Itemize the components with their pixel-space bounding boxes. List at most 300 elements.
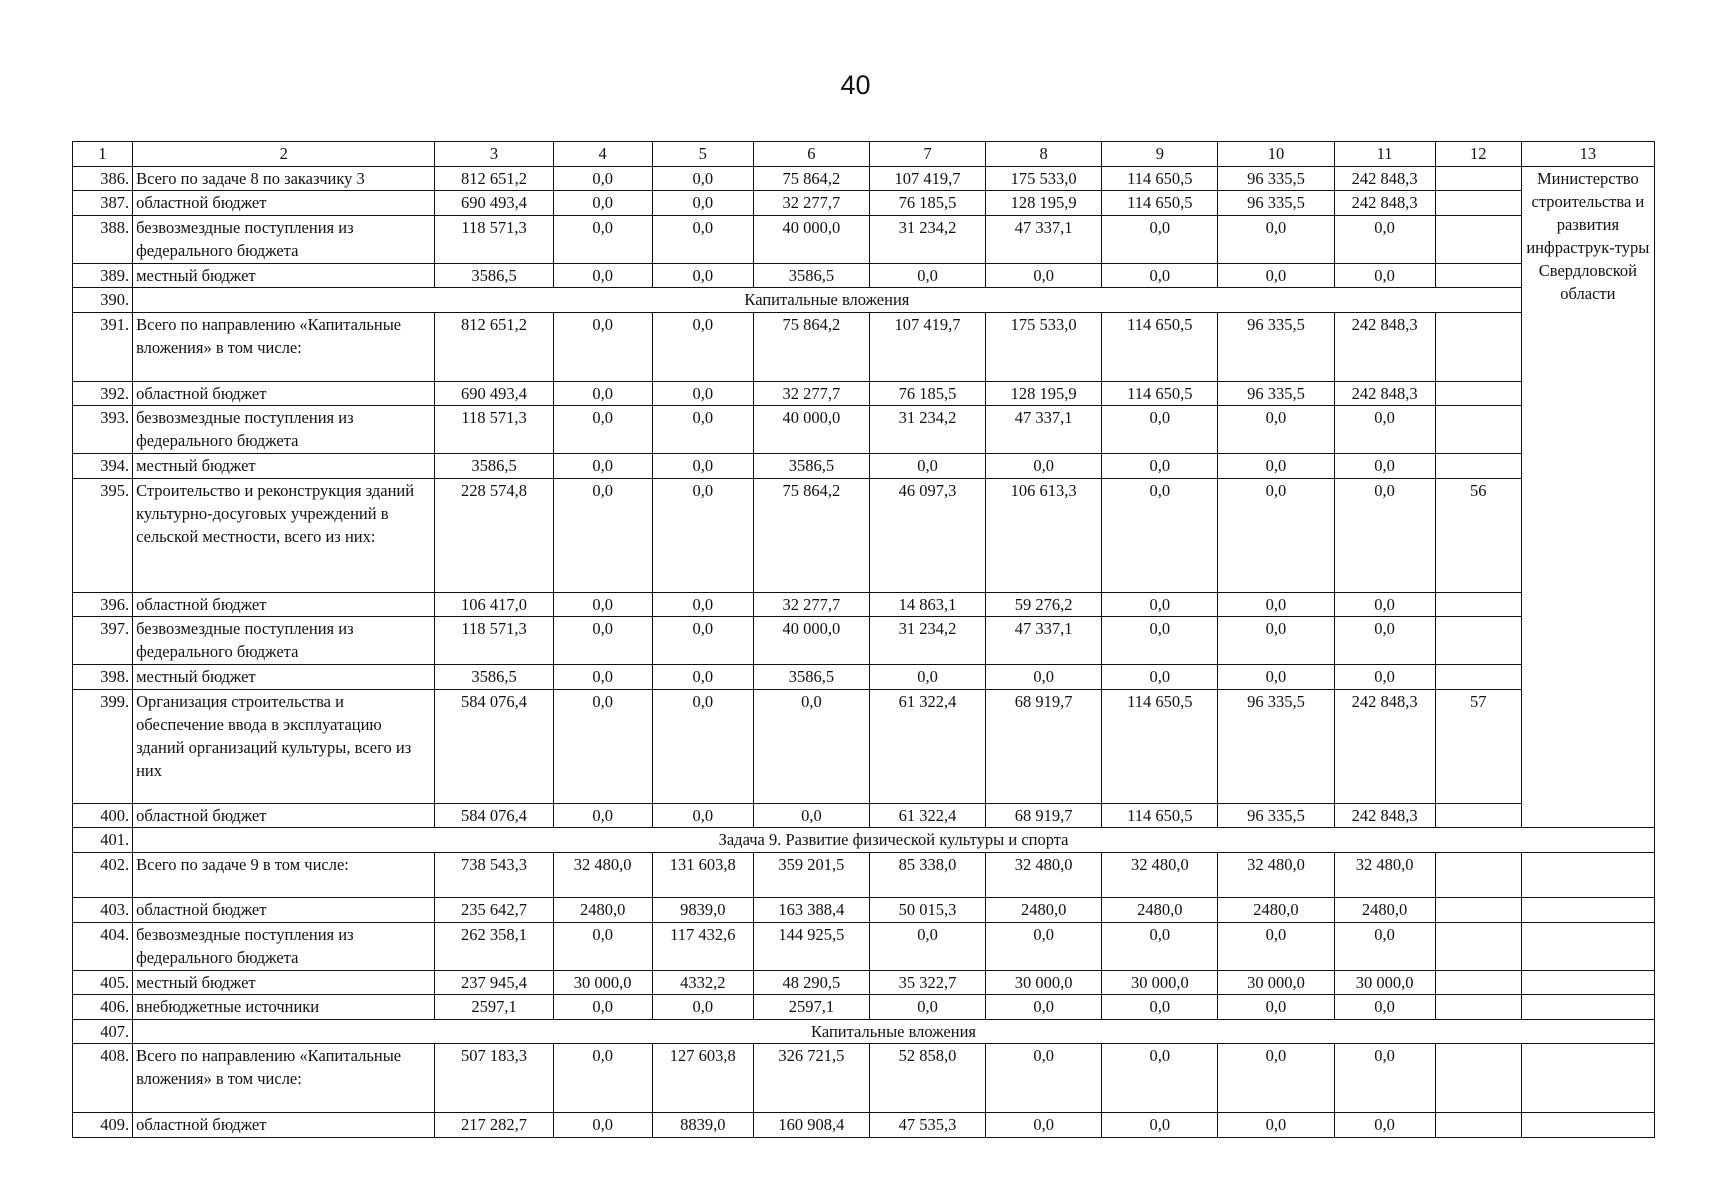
table-row	[73, 995, 1655, 1020]
value-col-5: 117 432,6	[652, 922, 753, 970]
row-label: областной бюджет	[133, 381, 435, 406]
row-label: местный бюджет	[133, 263, 435, 288]
value-col-5: 9839,0	[652, 898, 753, 923]
value-col-7: 31 234,2	[869, 215, 985, 263]
value-col-7: 0,0	[869, 454, 985, 479]
section-row	[73, 828, 1655, 853]
value-col-8: 0,0	[986, 1113, 1102, 1138]
value-col-9: 0,0	[1102, 995, 1218, 1020]
value-col-5: 0,0	[652, 617, 753, 665]
value-col-3: 507 183,3	[435, 1044, 553, 1113]
table-row	[73, 191, 1655, 216]
row-number: 402.	[73, 852, 133, 897]
table-row	[73, 454, 1655, 479]
value-col-8: 175 533,0	[986, 166, 1102, 191]
value-col-12	[1435, 970, 1521, 995]
row-label: областной бюджет	[133, 592, 435, 617]
value-col-9: 0,0	[1102, 922, 1218, 970]
value-col-9: 30 000,0	[1102, 970, 1218, 995]
value-col-11: 0,0	[1334, 215, 1435, 263]
value-col-10: 0,0	[1218, 617, 1334, 665]
row-number: 393.	[73, 406, 133, 454]
value-col-10: 96 335,5	[1218, 166, 1334, 191]
header-cell-12: 12	[1435, 142, 1521, 167]
value-col-5: 0,0	[652, 592, 753, 617]
value-col-10: 32 480,0	[1218, 852, 1334, 897]
value-col-5: 0,0	[652, 803, 753, 828]
table-row	[73, 803, 1655, 828]
header-cell-9: 9	[1102, 142, 1218, 167]
value-col-6: 0,0	[753, 690, 869, 804]
value-col-11: 242 848,3	[1334, 690, 1435, 804]
value-col-12	[1435, 166, 1521, 191]
value-col-3: 690 493,4	[435, 191, 553, 216]
value-col-4: 0,0	[553, 454, 652, 479]
value-col-7: 61 322,4	[869, 803, 985, 828]
value-col-10: 0,0	[1218, 454, 1334, 479]
value-col-10: 96 335,5	[1218, 803, 1334, 828]
section-row	[73, 288, 1655, 313]
value-col-11: 30 000,0	[1334, 970, 1435, 995]
value-col-9: 0,0	[1102, 263, 1218, 288]
row-number: 408.	[73, 1044, 133, 1113]
value-col-3: 812 651,2	[435, 313, 553, 382]
row-label: внебюджетные источники	[133, 995, 435, 1020]
value-col-8: 0,0	[986, 1044, 1102, 1113]
value-col-13	[1521, 922, 1654, 970]
value-col-6: 0,0	[753, 803, 869, 828]
value-col-7: 0,0	[869, 263, 985, 288]
row-label: Всего по направлению «Капитальные вложения» в том числе:	[133, 1044, 435, 1113]
value-col-12	[1435, 313, 1521, 382]
value-col-7: 85 338,0	[869, 852, 985, 897]
value-col-8: 2480,0	[986, 898, 1102, 923]
value-col-9: 114 650,5	[1102, 803, 1218, 828]
table-row	[73, 263, 1655, 288]
value-col-7: 0,0	[869, 665, 985, 690]
value-col-6: 40 000,0	[753, 406, 869, 454]
value-col-7: 31 234,2	[869, 406, 985, 454]
value-col-6: 48 290,5	[753, 970, 869, 995]
table-row	[73, 690, 1655, 804]
value-col-11: 242 848,3	[1334, 191, 1435, 216]
value-col-4: 0,0	[553, 592, 652, 617]
value-col-9: 0,0	[1102, 215, 1218, 263]
value-col-4: 0,0	[553, 215, 652, 263]
value-col-10: 0,0	[1218, 215, 1334, 263]
value-col-6: 326 721,5	[753, 1044, 869, 1113]
table-row	[73, 1113, 1655, 1138]
value-col-8: 0,0	[986, 995, 1102, 1020]
value-col-8: 128 195,9	[986, 191, 1102, 216]
value-col-12	[1435, 263, 1521, 288]
value-col-4: 0,0	[553, 690, 652, 804]
value-col-10: 0,0	[1218, 592, 1334, 617]
value-col-8: 175 533,0	[986, 313, 1102, 382]
table-row	[73, 215, 1655, 263]
value-col-11: 0,0	[1334, 406, 1435, 454]
value-col-13	[1521, 1044, 1654, 1113]
row-label: областной бюджет	[133, 191, 435, 216]
value-col-9: 32 480,0	[1102, 852, 1218, 897]
value-col-11: 0,0	[1334, 922, 1435, 970]
value-col-9: 0,0	[1102, 479, 1218, 593]
value-col-12	[1435, 898, 1521, 923]
value-col-7: 52 858,0	[869, 1044, 985, 1113]
value-col-11: 2480,0	[1334, 898, 1435, 923]
value-col-3: 118 571,3	[435, 215, 553, 263]
row-label: Всего по задаче 9 в том числе:	[133, 852, 435, 897]
value-col-9: 2480,0	[1102, 898, 1218, 923]
value-col-5: 0,0	[652, 263, 753, 288]
value-col-3: 584 076,4	[435, 690, 553, 804]
value-col-11: 0,0	[1334, 454, 1435, 479]
value-col-7: 14 863,1	[869, 592, 985, 617]
value-col-4: 0,0	[553, 406, 652, 454]
value-col-10: 0,0	[1218, 922, 1334, 970]
value-col-6: 40 000,0	[753, 215, 869, 263]
row-label: безвозмездные поступления из федерального бюджета	[133, 406, 435, 454]
value-col-12	[1435, 592, 1521, 617]
row-number: 390.	[73, 288, 133, 313]
value-col-12	[1435, 215, 1521, 263]
value-col-6: 3586,5	[753, 665, 869, 690]
value-col-10: 96 335,5	[1218, 313, 1334, 382]
value-col-13	[1521, 995, 1654, 1020]
row-label: местный бюджет	[133, 970, 435, 995]
value-col-12	[1435, 1044, 1521, 1113]
value-col-13	[1521, 852, 1654, 897]
row-number: 394.	[73, 454, 133, 479]
value-col-6: 160 908,4	[753, 1113, 869, 1138]
value-col-12	[1435, 803, 1521, 828]
row-label: безвозмездные поступления из федерального бюджета	[133, 922, 435, 970]
row-number: 406.	[73, 995, 133, 1020]
value-col-4: 0,0	[553, 922, 652, 970]
value-col-3: 690 493,4	[435, 381, 553, 406]
value-col-4: 0,0	[553, 479, 652, 593]
value-col-5: 0,0	[652, 215, 753, 263]
value-col-10: 30 000,0	[1218, 970, 1334, 995]
value-col-4: 0,0	[553, 381, 652, 406]
value-col-6: 32 277,7	[753, 381, 869, 406]
value-col-10: 96 335,5	[1218, 381, 1334, 406]
value-col-9: 0,0	[1102, 592, 1218, 617]
value-col-5: 0,0	[652, 665, 753, 690]
value-col-9: 114 650,5	[1102, 690, 1218, 804]
value-col-10: 0,0	[1218, 665, 1334, 690]
value-col-10: 96 335,5	[1218, 191, 1334, 216]
value-col-7: 107 419,7	[869, 313, 985, 382]
row-number: 389.	[73, 263, 133, 288]
value-col-6: 32 277,7	[753, 191, 869, 216]
value-col-9: 0,0	[1102, 406, 1218, 454]
row-number: 388.	[73, 215, 133, 263]
value-col-7: 76 185,5	[869, 381, 985, 406]
value-col-11: 0,0	[1334, 665, 1435, 690]
value-col-4: 0,0	[553, 665, 652, 690]
row-label: безвозмездные поступления из федерального бюджета	[133, 617, 435, 665]
value-col-6: 3586,5	[753, 454, 869, 479]
table-row	[73, 479, 1655, 593]
value-col-13	[1521, 898, 1654, 923]
value-col-11: 0,0	[1334, 1044, 1435, 1113]
value-col-3: 217 282,7	[435, 1113, 553, 1138]
value-col-11: 242 848,3	[1334, 313, 1435, 382]
row-number: 396.	[73, 592, 133, 617]
table-row	[73, 592, 1655, 617]
value-col-13	[1521, 970, 1654, 995]
table-row	[73, 898, 1655, 923]
value-col-7: 46 097,3	[869, 479, 985, 593]
table-row	[73, 1044, 1655, 1113]
value-col-5: 0,0	[652, 479, 753, 593]
header-cell-8: 8	[986, 142, 1102, 167]
value-col-5: 0,0	[652, 406, 753, 454]
row-number: 387.	[73, 191, 133, 216]
value-col-7: 76 185,5	[869, 191, 985, 216]
value-col-12	[1435, 665, 1521, 690]
value-col-12	[1435, 617, 1521, 665]
value-col-5: 0,0	[652, 454, 753, 479]
value-col-13	[1521, 1113, 1654, 1138]
value-col-3: 3586,5	[435, 263, 553, 288]
row-label: местный бюджет	[133, 454, 435, 479]
page-number: 40	[840, 70, 871, 100]
value-col-3: 262 358,1	[435, 922, 553, 970]
row-label: Всего по задаче 8 по заказчику 3	[133, 166, 435, 191]
value-col-8: 0,0	[986, 665, 1102, 690]
row-number: 395.	[73, 479, 133, 593]
value-col-3: 235 642,7	[435, 898, 553, 923]
row-label: Строительство и реконструкция зданий культурно-досуговых учреждений в сельской местности, всего из них:	[133, 479, 435, 593]
header-cell-5: 5	[652, 142, 753, 167]
value-col-12	[1435, 381, 1521, 406]
value-col-11: 0,0	[1334, 1113, 1435, 1138]
table-row	[73, 617, 1655, 665]
value-col-4: 0,0	[553, 1044, 652, 1113]
table-row	[73, 313, 1655, 382]
budget-table	[72, 141, 1655, 1138]
value-col-5: 8839,0	[652, 1113, 753, 1138]
value-col-4: 0,0	[553, 191, 652, 216]
value-col-11: 242 848,3	[1334, 166, 1435, 191]
table-row	[73, 852, 1655, 897]
value-col-5: 131 603,8	[652, 852, 753, 897]
value-col-4: 32 480,0	[553, 852, 652, 897]
row-label: Всего по направлению «Капитальные вложения» в том числе:	[133, 313, 435, 382]
value-col-9: 0,0	[1102, 454, 1218, 479]
responsible-executor: Министерство строительства и развития инфраструк-туры Свердловской области	[1521, 166, 1654, 828]
value-col-6: 75 864,2	[753, 313, 869, 382]
header-cell-11: 11	[1334, 142, 1435, 167]
section-title: Задача 9. Развитие физической культуры и спорта	[133, 828, 1655, 853]
header-cell-1: 1	[73, 142, 133, 167]
value-col-11: 0,0	[1334, 592, 1435, 617]
value-col-9: 0,0	[1102, 1113, 1218, 1138]
row-number: 392.	[73, 381, 133, 406]
value-col-6: 75 864,2	[753, 479, 869, 593]
value-col-3: 228 574,8	[435, 479, 553, 593]
value-col-10: 0,0	[1218, 1044, 1334, 1113]
value-col-9: 0,0	[1102, 617, 1218, 665]
value-col-5: 0,0	[652, 313, 753, 382]
table-row	[73, 922, 1655, 970]
value-col-10: 0,0	[1218, 479, 1334, 593]
value-col-12	[1435, 922, 1521, 970]
value-col-7: 0,0	[869, 922, 985, 970]
value-col-9: 0,0	[1102, 665, 1218, 690]
value-col-7: 50 015,3	[869, 898, 985, 923]
row-number: 398.	[73, 665, 133, 690]
value-col-4: 0,0	[553, 263, 652, 288]
value-col-6: 40 000,0	[753, 617, 869, 665]
value-col-12	[1435, 1113, 1521, 1138]
table-row	[73, 406, 1655, 454]
row-number: 401.	[73, 828, 133, 853]
row-number: 407.	[73, 1019, 133, 1044]
value-col-11: 242 848,3	[1334, 803, 1435, 828]
value-col-10: 0,0	[1218, 1113, 1334, 1138]
value-col-6: 3586,5	[753, 263, 869, 288]
section-title: Капитальные вложения	[133, 288, 1522, 313]
value-col-7: 0,0	[869, 995, 985, 1020]
value-col-10: 0,0	[1218, 995, 1334, 1020]
row-number: 405.	[73, 970, 133, 995]
row-number: 400.	[73, 803, 133, 828]
row-number: 391.	[73, 313, 133, 382]
value-col-10: 2480,0	[1218, 898, 1334, 923]
value-col-11: 0,0	[1334, 479, 1435, 593]
value-col-8: 106 613,3	[986, 479, 1102, 593]
value-col-3: 106 417,0	[435, 592, 553, 617]
row-label: местный бюджет	[133, 665, 435, 690]
value-col-5: 0,0	[652, 995, 753, 1020]
value-col-4: 0,0	[553, 1113, 652, 1138]
value-col-8: 30 000,0	[986, 970, 1102, 995]
value-col-7: 35 322,7	[869, 970, 985, 995]
table-row	[73, 166, 1655, 191]
row-number: 404.	[73, 922, 133, 970]
value-col-3: 118 571,3	[435, 617, 553, 665]
value-col-9: 114 650,5	[1102, 313, 1218, 382]
value-col-8: 47 337,1	[986, 406, 1102, 454]
value-col-12	[1435, 995, 1521, 1020]
value-col-10: 0,0	[1218, 406, 1334, 454]
value-col-8: 128 195,9	[986, 381, 1102, 406]
value-col-8: 59 276,2	[986, 592, 1102, 617]
value-col-6: 2597,1	[753, 995, 869, 1020]
value-col-10: 96 335,5	[1218, 690, 1334, 804]
value-col-5: 0,0	[652, 166, 753, 191]
value-col-11: 242 848,3	[1334, 381, 1435, 406]
header-cell-2: 2	[133, 142, 435, 167]
value-col-3: 118 571,3	[435, 406, 553, 454]
value-col-8: 47 337,1	[986, 215, 1102, 263]
value-col-5: 127 603,8	[652, 1044, 753, 1113]
table-row	[73, 665, 1655, 690]
value-col-7: 107 419,7	[869, 166, 985, 191]
table-row	[73, 381, 1655, 406]
row-number: 409.	[73, 1113, 133, 1138]
value-col-3: 584 076,4	[435, 803, 553, 828]
row-number: 397.	[73, 617, 133, 665]
row-label: областной бюджет	[133, 1113, 435, 1138]
value-col-4: 0,0	[553, 166, 652, 191]
value-col-6: 32 277,7	[753, 592, 869, 617]
value-col-3: 3586,5	[435, 454, 553, 479]
value-col-12	[1435, 191, 1521, 216]
value-col-3: 3586,5	[435, 665, 553, 690]
value-col-4: 0,0	[553, 995, 652, 1020]
value-col-6: 163 388,4	[753, 898, 869, 923]
row-label: областной бюджет	[133, 898, 435, 923]
value-col-7: 47 535,3	[869, 1113, 985, 1138]
value-col-4: 0,0	[553, 313, 652, 382]
header-cell-3: 3	[435, 142, 553, 167]
value-col-9: 114 650,5	[1102, 191, 1218, 216]
value-col-5: 4332,2	[652, 970, 753, 995]
value-col-4: 2480,0	[553, 898, 652, 923]
header-cell-6: 6	[753, 142, 869, 167]
header-cell-7: 7	[869, 142, 985, 167]
value-col-11: 0,0	[1334, 995, 1435, 1020]
row-label: безвозмездные поступления из федерального бюджета	[133, 215, 435, 263]
value-col-9: 114 650,5	[1102, 166, 1218, 191]
row-number: 386.	[73, 166, 133, 191]
value-col-5: 0,0	[652, 690, 753, 804]
value-col-9: 114 650,5	[1102, 381, 1218, 406]
value-col-8: 68 919,7	[986, 803, 1102, 828]
section-row	[73, 1019, 1655, 1044]
value-col-11: 0,0	[1334, 263, 1435, 288]
row-number: 399.	[73, 690, 133, 804]
value-col-10: 0,0	[1218, 263, 1334, 288]
value-col-6: 144 925,5	[753, 922, 869, 970]
table-body	[73, 142, 1655, 1138]
header-cell-4: 4	[553, 142, 652, 167]
value-col-12	[1435, 406, 1521, 454]
header-cell-10: 10	[1218, 142, 1334, 167]
row-label: областной бюджет	[133, 803, 435, 828]
value-col-8: 0,0	[986, 454, 1102, 479]
value-col-8: 47 337,1	[986, 617, 1102, 665]
value-col-9: 0,0	[1102, 1044, 1218, 1113]
value-col-3: 237 945,4	[435, 970, 553, 995]
value-col-3: 812 651,2	[435, 166, 553, 191]
table-row	[73, 970, 1655, 995]
header-cell-13: 13	[1521, 142, 1654, 167]
value-col-6: 359 201,5	[753, 852, 869, 897]
value-col-4: 30 000,0	[553, 970, 652, 995]
value-col-4: 0,0	[553, 617, 652, 665]
value-col-8: 68 919,7	[986, 690, 1102, 804]
value-col-8: 32 480,0	[986, 852, 1102, 897]
value-col-6: 75 864,2	[753, 166, 869, 191]
header-row	[73, 142, 1655, 167]
value-col-11: 0,0	[1334, 617, 1435, 665]
value-col-4: 0,0	[553, 803, 652, 828]
value-col-5: 0,0	[652, 191, 753, 216]
value-col-5: 0,0	[652, 381, 753, 406]
value-col-12: 57	[1435, 690, 1521, 804]
value-col-12	[1435, 454, 1521, 479]
value-col-7: 61 322,4	[869, 690, 985, 804]
value-col-8: 0,0	[986, 922, 1102, 970]
row-label: Организация строительства и обеспечение ввода в эксплуатацию зданий организаций культуры, всего из них	[133, 690, 435, 804]
value-col-3: 738 543,3	[435, 852, 553, 897]
section-title: Капитальные вложения	[133, 1019, 1655, 1044]
